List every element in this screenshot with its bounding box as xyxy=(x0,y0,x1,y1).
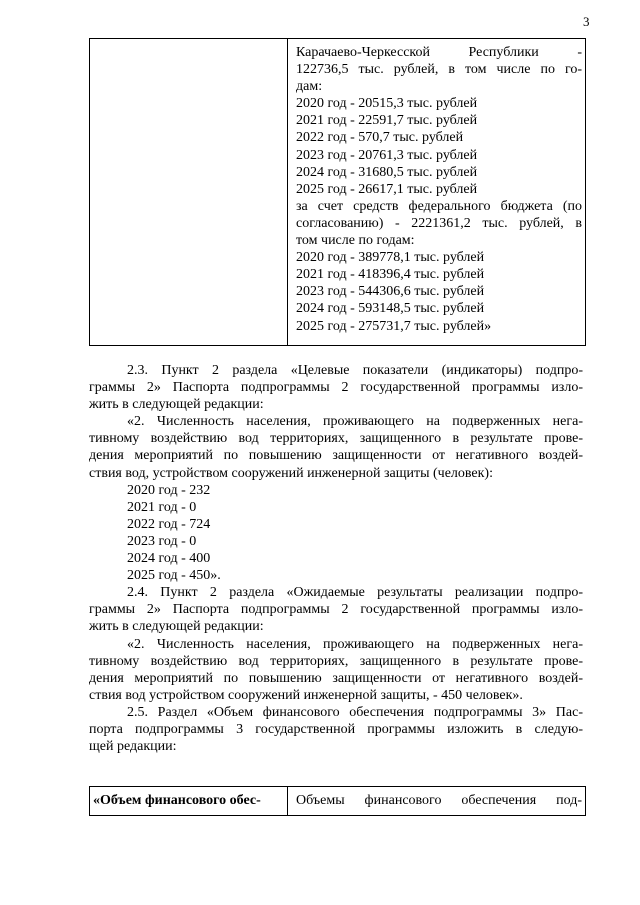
paragraph-line: «2. Численность населения, проживающего на подверженных нега- xyxy=(127,414,583,430)
paragraph-line: тивному воздействию вод территориях, защищенного в результате прове- xyxy=(89,431,583,447)
paragraph-line: ствия вод устройством сооружений инженерной защиты, - 450 человек». xyxy=(89,687,523,703)
table-line: 2021 год - 22591,7 тыс. рублей xyxy=(296,113,478,129)
paragraph-line: дения мероприятий по повышению защищенности от негативного воздей- xyxy=(89,670,583,686)
paragraph-line: дения мероприятий по повышению защищенности от негативного воздей- xyxy=(89,448,583,464)
paragraph-line: 2025 год - 450». xyxy=(127,568,221,584)
paragraph-line: тивному воздействию вод территориях, защищенного в результате прове- xyxy=(89,653,583,669)
paragraph-line: граммы 2» Паспорта подпрограммы 2 государственной программы изло- xyxy=(89,380,583,396)
table-column-divider xyxy=(287,39,288,345)
document-body xyxy=(89,362,583,755)
table-line: 2023 год - 544306,6 тыс. рублей xyxy=(296,284,485,300)
table-column-divider xyxy=(287,787,288,815)
table-line: 2020 год - 20515,3 тыс. рублей xyxy=(296,96,478,112)
paragraph-line: «2. Численность населения, проживающего на подверженных нега- xyxy=(127,636,583,652)
paragraph-line: 2024 год - 400 xyxy=(127,551,211,567)
table-line: 122736,5 тыс. рублей, в том числе по го- xyxy=(296,62,582,78)
paragraph-line: 2020 год - 232 xyxy=(127,482,211,498)
table-line: 2025 год - 26617,1 тыс. рублей xyxy=(296,181,478,197)
table-line: за счет средств федерального бюджета (по xyxy=(296,198,582,214)
table-line: Карачаево-Черкесской Республики - xyxy=(296,45,582,60)
paragraph-line: ствия вод, устройством сооружений инженерной защиты (человек): xyxy=(89,465,493,481)
table-line: 2025 год - 275731,7 тыс. рублей» xyxy=(296,318,492,334)
paragraph-line: жить в следующей редакции: xyxy=(89,397,264,413)
paragraph-line: 2022 год - 724 xyxy=(127,516,211,532)
financing-table-right-cell xyxy=(296,44,582,335)
table-line: дам: xyxy=(296,79,323,95)
paragraph-line: порта подпрограммы 3 государственной программы изложить в следую- xyxy=(89,721,583,737)
table2-left-cell: «Объем финансового обес- xyxy=(93,793,261,808)
paragraph-line: 2.5. Раздел «Объем финансового обеспечения подпрограммы 3» Пас- xyxy=(127,704,583,720)
table-line: том числе по годам: xyxy=(296,233,415,249)
paragraph-line: жить в следующей редакции: xyxy=(89,619,264,635)
paragraph-line: 2.3. Пункт 2 раздела «Целевые показатели (индикаторы) подпро- xyxy=(127,363,583,378)
paragraph-line: 2023 год - 0 xyxy=(127,533,197,549)
table-line: 2021 год - 418396,4 тыс. рублей xyxy=(296,267,485,283)
table-line: 2023 год - 20761,3 тыс. рублей xyxy=(296,147,478,163)
table-line: согласованию) - 2221361,2 тыс. рублей, в xyxy=(296,215,582,231)
table-line: 2024 год - 31680,5 тыс. рублей xyxy=(296,164,478,180)
page-number: 3 xyxy=(583,14,590,29)
table-line: 2020 год - 389778,1 тыс. рублей xyxy=(296,250,485,266)
paragraph-line: граммы 2» Паспорта подпрограммы 2 государственной программы изло- xyxy=(89,602,583,618)
paragraph-line: щей редакции: xyxy=(89,739,177,755)
table-line: 2022 год - 570,7 тыс. рублей xyxy=(296,130,464,146)
table-line: 2024 год - 593148,5 тыс. рублей xyxy=(296,301,485,317)
table2-right-cell: Объемы финансового обеспечения под- xyxy=(296,793,582,808)
paragraph-line: 2021 год - 0 xyxy=(127,499,197,515)
paragraph-line: 2.4. Пункт 2 раздела «Ожидаемые результаты реализации подпро- xyxy=(127,585,583,601)
